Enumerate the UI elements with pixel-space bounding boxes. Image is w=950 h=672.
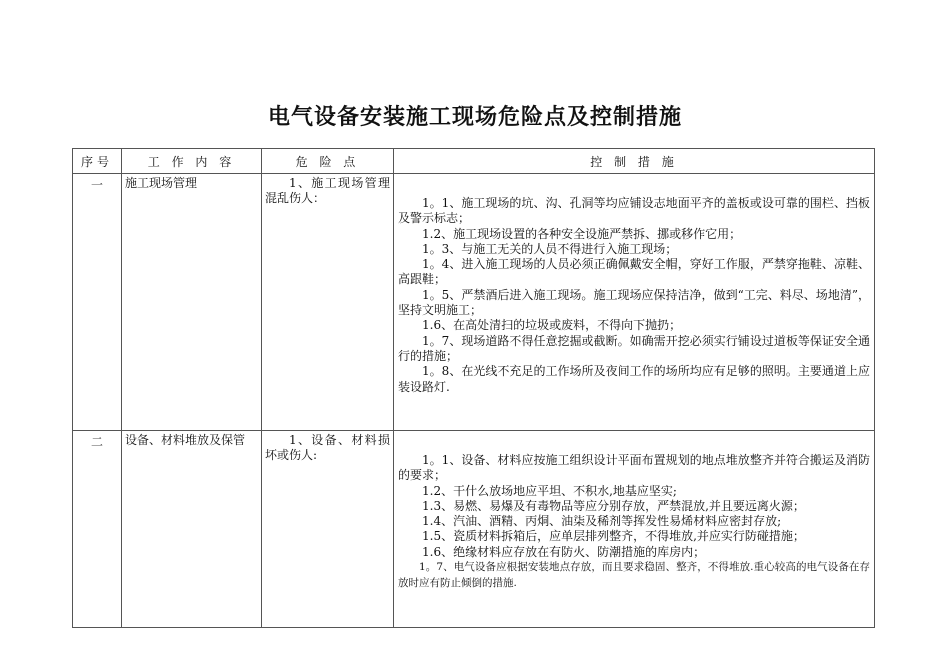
measure-item: 1。4、进入施工现场的人员必须正确佩戴安全帽，穿好工作服，严禁穿拖鞋、凉鞋、高跟鞋； — [398, 257, 870, 287]
measure-item: 1.2、干什么放场地应平坦、不积水,地基应坚实; — [422, 483, 677, 498]
measure-item: 1.3、易燃、易爆及有毒物品等应分别存放，严禁混放,并且要远离火源； — [422, 498, 805, 513]
control-measures — [394, 174, 875, 431]
risk-control-table — [72, 148, 875, 628]
page-title: 电气设备安装施工现场危险点及控制措施 — [267, 105, 682, 130]
measure-item: 1。7、电气设备应根据安装地点存放，而且要求稳固、整齐，不得堆放.重心较高的电气设备在存放时应有防止倾倒的措施. — [398, 561, 870, 589]
measure-item: 1。8、在光线不充足的工作场所及夜间工作的场所均应有足够的照明。主要通道上应装设路灯. — [398, 364, 870, 394]
risk-point: 1、施工现场管理混乱伤人： — [262, 174, 394, 431]
control-measures — [394, 431, 875, 628]
measure-item: 1。1、施工现场的坑、沟、孔洞等均应铺设志地面平齐的盖板或设可靠的围栏、挡板及警示标志； — [398, 196, 870, 226]
measure-item: 1。7、现场道路不得任意挖掘或截断。如确需开挖必须实行铺设过道板等保证安全通行的措施； — [398, 333, 870, 363]
measure-item: 1.5、瓷质材料拆箱后，应单层排列整齐，不得堆放,并应实行防碰措施； — [422, 529, 805, 544]
header-control: 控 制 措 施 — [394, 149, 875, 174]
row-number: 二 — [73, 431, 122, 628]
measure-item: 1。1、设备、材料应按施工组织设计平面布置规划的地点堆放整齐并符合搬运及消防的要求； — [398, 453, 870, 483]
table-row — [73, 431, 875, 628]
table-header-row — [73, 149, 875, 174]
table-row — [73, 174, 875, 431]
header-work: 工 作 内 容 — [122, 149, 262, 174]
measure-item: 1.6、绝缘材料应存放在有防火、防潮措施的库房内； — [422, 544, 706, 559]
header-no: 序号 — [73, 149, 122, 174]
risk-point: 1、设备、材料损坏或伤人: — [262, 431, 394, 628]
row-number: 一 — [73, 174, 122, 431]
work-content: 设备、材料堆放及保管 — [122, 431, 262, 628]
measure-item: 1。3、与施工无关的人员不得进行入施工现场； — [422, 241, 678, 256]
measure-item: 1.2、施工现场设置的各种安全设施严禁拆、挪或移作它用； — [422, 226, 742, 241]
measure-item: 1.4、汽油、酒精、丙烔、油柒及稀剂等挥发性易烯材料应密封存放; — [422, 514, 782, 529]
measure-item: 1。5、严禁酒后进入施工现场。施工现场应保持洁净，做到“工完、料尽、场地清”，坚持文明施工； — [398, 287, 870, 318]
work-content: 施工现场管理 — [122, 174, 262, 431]
header-risk: 危 险 点 — [262, 149, 394, 174]
measure-item: 1.6、在高处清扫的垃圾或废料，不得向下抛扔； — [422, 318, 682, 333]
